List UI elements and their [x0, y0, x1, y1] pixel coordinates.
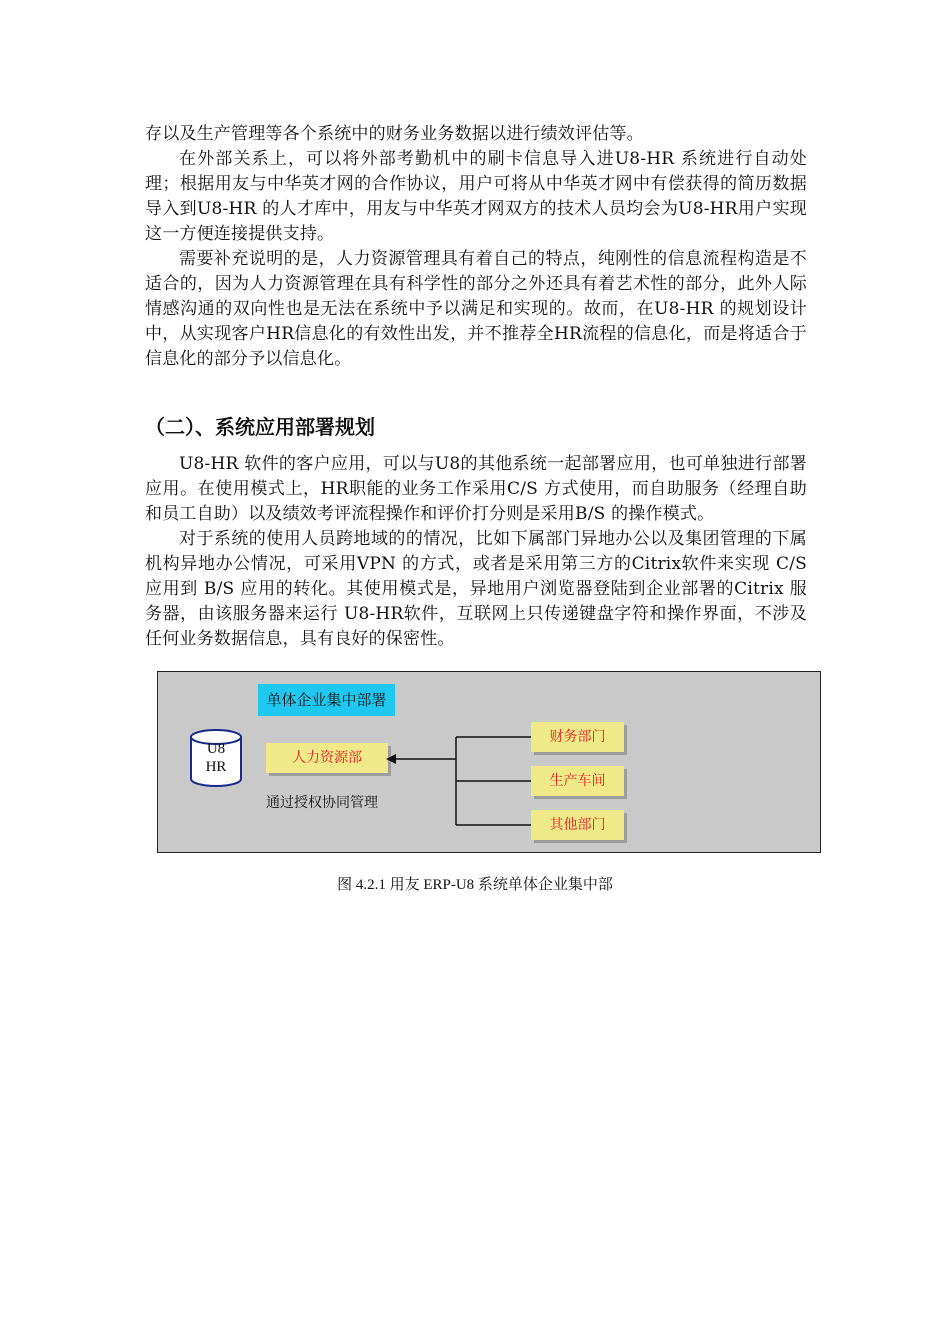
collaboration-note: 通过授权协同管理 [266, 795, 378, 811]
paragraph-4: U8-HR 软件的客户应用，可以与U8的其他系统一起部署应用，也可单独进行部署应用。在使用模式上，HR职能的业务工作采用C/S 方式使用，而自助服务（经理自助和员工自助）以及绩效考评流程操作和评价打分则是采用B/S 的操作模式。 [145, 454, 807, 524]
paragraph-3: 需要补充说明的是，人力资源管理具有着自己的特点，纯刚性的信息流程构造是不适合的，因为人力资源管理在具有科学性的部分之外还具有着艺术性的部分，此外人际情感沟通的双向性也是无法在系统中予以满足和实现的。故而，在U8-HR 的规划设计中，从实现客户HR信息化的有效性出发，并不推荐全HR流程的信息化，而是将适合于信息化的部分予以信息化。 [145, 249, 807, 369]
database-label-line1: U8 [206, 741, 226, 757]
paragraph-2: 在外部关系上，可以将外部考勤机中的刷卡信息导入进U8-HR 系统进行自动处理；根据用友与中华英才网的合作协议，用户可将从中华英才网中有偿获得的简历数据导入到U8-HR 的人才库中，用友与中华英才网双方的技术人员均会为U8-HR用户实现这一方便连接提供支持。 [145, 149, 807, 244]
department-finance: 财务部门 [531, 722, 624, 752]
hr-department-box: 人力资源部 [266, 743, 388, 773]
paragraph-1: 存以及生产管理等各个系统中的财务业务数据以进行绩效评估等。 [145, 124, 644, 144]
diagram-title: 单体企业集中部署 [258, 684, 395, 716]
connector-lines [158, 672, 822, 854]
section-heading: （二）、系统应用部署规划 [145, 415, 375, 439]
deployment-diagram [157, 671, 821, 853]
database-label-line2: HR [205, 759, 227, 775]
paragraph-5: 对于系统的使用人员跨地域的的情况，比如下属部门异地办公以及集团管理的下属机构异地办公情况，可采用VPN 的方式，或者是采用第三方的Citrix软件来实现 C/S 应用到 B/S 应用的转化。其使用模式是，异地用户浏览器登陆到企业部署的Citrix 服务器，由该服务器来运行 U8-HR软件，互联网上只传递键盘字符和操作界面，不涉及任何业务数据信息，具有良好的保密性。 [145, 529, 807, 649]
department-production: 生产车间 [531, 766, 624, 796]
department-other: 其他部门 [531, 810, 624, 840]
figure-caption: 图 4.2.1 用友 ERP-U8 系统单体企业集中部 [337, 877, 613, 893]
arrow-head-icon [386, 754, 396, 764]
document-body [145, 122, 807, 652]
